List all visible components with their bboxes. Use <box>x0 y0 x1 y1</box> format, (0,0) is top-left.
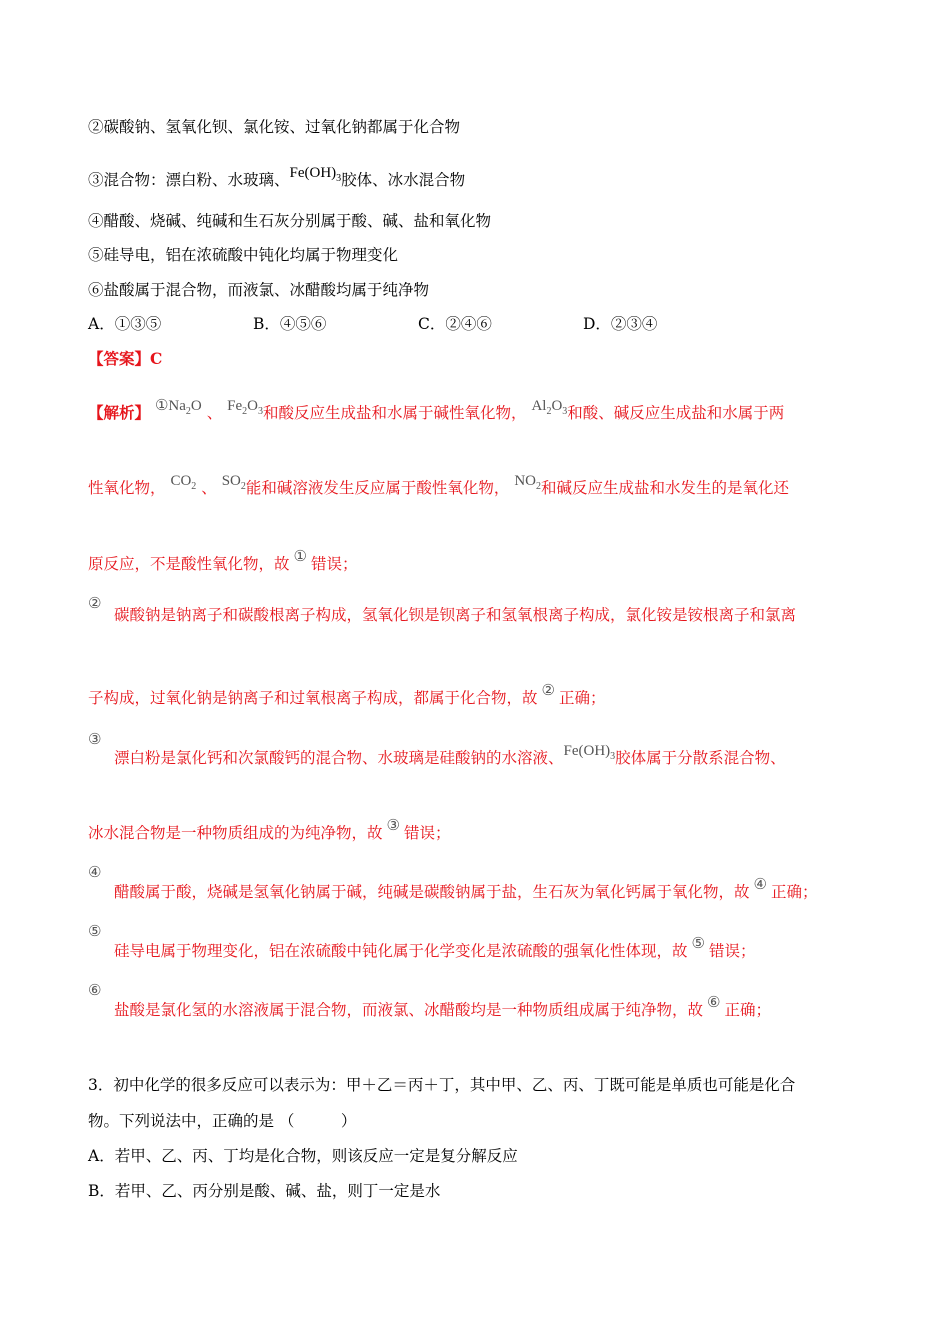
q2-option-a: A．①③⑤ <box>88 315 162 333</box>
statement-5 <box>88 244 910 266</box>
analysis-line-9: 硅导电属于物理变化，铝在浓硫酸中钝化属于化学变化是浓硫酸的强氧化性体现，故 ⑤ 错误； <box>114 934 756 960</box>
q2-option-b: B．④⑤⑥ <box>253 315 327 333</box>
q2-options <box>88 313 910 335</box>
statement-3-prefix: ③混合物：漂白粉、水玻璃、 <box>88 171 290 189</box>
statement-5-text: ⑤硅导电，铝在浓硫酸中钝化均属于物理变化 <box>88 246 399 264</box>
q3-option-a: A．若甲、乙、丙、丁均是化合物，则该反应一定是复分解反应 <box>88 1147 518 1165</box>
statement-2 <box>88 116 910 138</box>
al2o3-formula: $Al_2O_3$ <box>531 398 568 417</box>
answer-value: C <box>150 349 163 368</box>
so2-formula: $SO_2$ <box>221 473 246 492</box>
circled-6-marker: ⑥ <box>88 981 102 999</box>
analysis-line-8: 醋酸属于酸，烧碱是氢氧化钠属于碱，纯碱是碳酸钠属于盐，生石灰为氧化钙属于氧化物，故 ④ 正确； <box>114 875 818 901</box>
circled-1-marker: ① <box>293 547 307 565</box>
analysis-line-3: 原反应，不是酸性氧化物，故 ① 错误； <box>88 547 358 573</box>
analysis-tag: 【解析】 <box>88 403 151 422</box>
q2-option-d: D．②③④ <box>583 315 658 333</box>
analysis-line-2: 性氧化物， $CO_2$ 、 $SO_2$能和碱溶液发生反应属于酸性氧化物， $NO_2$和碱反应生成盐和水发生的是氧化还 <box>88 470 910 499</box>
q3-stem-line-2: 物。下列说法中，正确的是 （ ） <box>88 1112 357 1130</box>
statement-2-text: ②碳酸钠、氢氧化钡、氯化铵、过氧化钠都属于化合物 <box>88 118 461 136</box>
no2-formula: $NO_2$ <box>514 473 541 492</box>
circled-2-inline: ② <box>541 681 555 699</box>
circled-3-marker: ③ <box>88 730 102 748</box>
circled-6-inline: ⑥ <box>707 993 721 1011</box>
statement-3 <box>88 162 910 191</box>
fe2o3-formula: $Fe_2O_3$ <box>227 398 263 417</box>
feoh3-formula: $Fe(OH)_3$ <box>289 165 342 184</box>
analysis-line-5: 子构成，过氧化钠是钠离子和过氧根离子构成，都属于化合物，故 ② 正确； <box>88 681 606 707</box>
circled-4-inline: ④ <box>753 875 767 893</box>
q2-option-c: C．②④⑥ <box>418 315 492 333</box>
co2-formula: $CO_2$ <box>170 473 197 492</box>
answer-tag: 【答案】 <box>88 349 151 368</box>
circled-3-inline: ③ <box>386 816 400 834</box>
statement-4 <box>88 210 910 232</box>
circled-5-inline: ⑤ <box>691 934 705 952</box>
circled-4-marker: ④ <box>88 863 102 881</box>
circled-5-marker: ⑤ <box>88 922 102 940</box>
analysis-line-7: 冰水混合物是一种物质组成的为纯净物，故 ③ 错误； <box>88 816 451 842</box>
q3-option-b: B．若甲、乙、丙分别是酸、碱、盐，则丁一定是水 <box>88 1182 441 1200</box>
statement-4-text: ④醋酸、烧碱、纯碱和生石灰分别属于酸、碱、盐和氧化物 <box>88 212 492 230</box>
statement-6-text: ⑥盐酸属于混合物，而液氯、冰醋酸均属于纯净物 <box>88 281 430 299</box>
circled-2-marker: ② <box>88 594 102 612</box>
analysis-line-4: 碳酸钠是钠离子和碳酸根离子构成，氢氧化钡是钡离子和氢氧根离子构成，氯化铵是铵根离子和氯离 <box>114 606 797 624</box>
answer <box>88 348 910 370</box>
q3-stem-line-1: 3．初中化学的很多反应可以表示为：甲＋乙＝丙＋丁，其中甲、乙、丙、丁既可能是单质也可能是化合 <box>88 1076 796 1094</box>
analysis-line-6: 漂白粉是氯化钙和次氯酸钙的混合物、水玻璃是硅酸钠的水溶液、$Fe(OH)_3$胶体属于分散系混合物、 <box>114 740 910 769</box>
statement-6 <box>88 279 910 301</box>
na2o-formula: $①Na_2O$ <box>154 398 202 417</box>
feoh3-formula-analysis: $Fe(OH)_3$ <box>563 743 616 762</box>
analysis-line-1: 【解析】 $①Na_2O$ 、 $Fe_2O_3$和酸反应生成盐和水属于碱性氧化物， $Al_2O_3$和酸、碱反应生成盐和水属于两 <box>88 395 910 424</box>
statement-3-suffix: 胶体、冰水混合物 <box>341 171 466 189</box>
analysis-line-10: 盐酸是氯化氢的水溶液属于混合物，而液氯、冰醋酸均是一种物质组成属于纯净物，故 ⑥ 正确； <box>114 993 771 1019</box>
